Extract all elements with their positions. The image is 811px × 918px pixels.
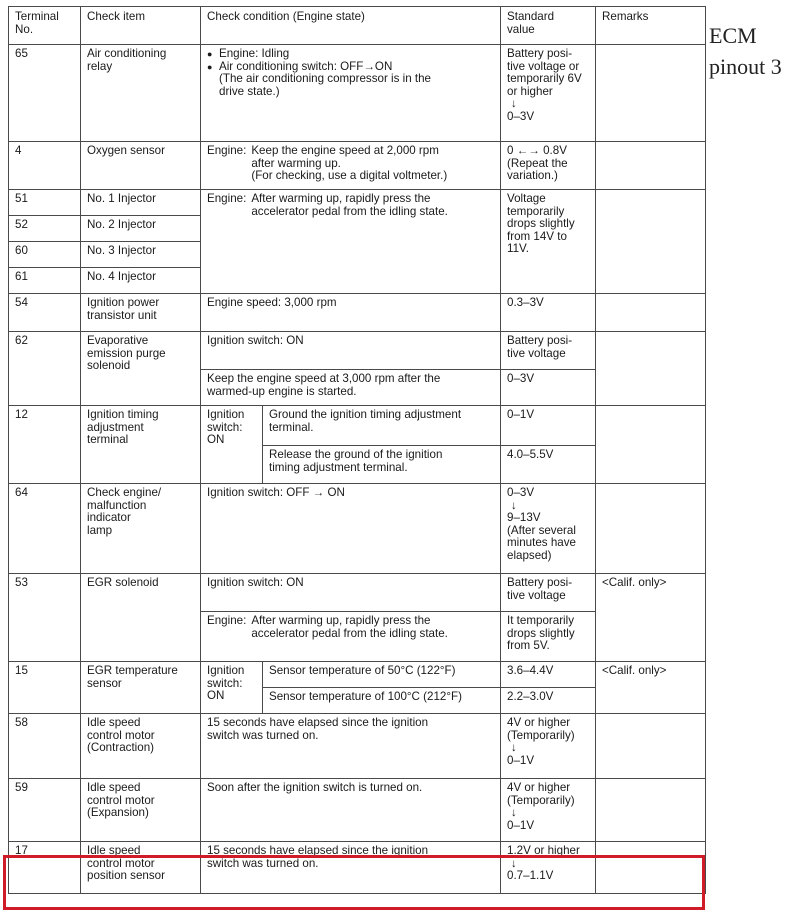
- terminal-cell: 51: [9, 190, 81, 216]
- standard-value-cell: 4V or higher (Temporarily) ↓ 0–1V: [501, 714, 596, 779]
- check-item-cell: Check engine/ malfunction indicator lamp: [81, 484, 201, 574]
- condition-cell: Keep the engine speed at 3,000 rpm after the warmed-up engine is started.: [201, 370, 501, 406]
- standard-value-cell: 0–3V ↓ 9–13V (After several minutes have elapsed): [501, 484, 596, 574]
- check-item-cell: Oxygen sensor: [81, 142, 201, 190]
- condition-cell: Engine: After warming up, rapidly press the accelerator pedal from the idling state.: [201, 612, 501, 662]
- table-row: [9, 45, 706, 142]
- bullet-item: ● Air conditioning switch: OFF→ON: [207, 61, 494, 74]
- check-item-cell: No. 4 Injector: [81, 268, 201, 294]
- standard-value-cell: 0 ←→ 0.8V (Repeat the variation.): [501, 142, 596, 190]
- standard-value-cell: 0.3–3V: [501, 294, 596, 332]
- switch-state-cell: Ignition switch: ON: [201, 662, 263, 714]
- remarks-cell: [596, 45, 706, 142]
- check-item-cell: Idle speed control motor position sensor: [81, 842, 201, 894]
- check-item-cell: EGR solenoid: [81, 574, 201, 662]
- terminal-cell: 17: [9, 842, 81, 894]
- check-item-cell: Air conditioning relay: [81, 45, 201, 142]
- down-arrow-icon: ↓: [511, 498, 517, 512]
- condition-cell: Sensor temperature of 50°C (122°F): [263, 662, 501, 688]
- header-check-condition: Check condition (Engine state): [201, 7, 501, 45]
- terminal-cell: 60: [9, 242, 81, 268]
- condition-cell: Ground the ignition timing adjustment terminal.: [263, 406, 501, 446]
- page-title-line: ECM: [709, 23, 757, 48]
- ecm-pinout-table: [8, 6, 706, 894]
- header-check-item: Check item: [81, 7, 201, 45]
- bullet-item: ● Engine: Idling: [207, 48, 494, 61]
- standard-value-cell: Battery posi- tive voltage or temporarily 6V or higher ↓ 0–3V: [501, 45, 596, 142]
- terminal-cell: 54: [9, 294, 81, 332]
- condition-cell: ● Engine: Idling ● Air conditioning switch: OFF→ON (The air conditioning compressor is in the drive state.): [201, 45, 501, 142]
- header-remarks: Remarks: [596, 7, 706, 45]
- table-row: [9, 190, 706, 216]
- standard-value-cell: 2.2–3.0V: [501, 688, 596, 714]
- check-item-cell: No. 1 Injector: [81, 190, 201, 216]
- table-row: [9, 484, 706, 574]
- down-arrow-icon: ↓: [511, 741, 517, 755]
- header-terminal: Terminal No.: [9, 7, 81, 45]
- check-item-cell: No. 2 Injector: [81, 216, 201, 242]
- table-row: [9, 574, 706, 612]
- down-arrow-icon: ↓: [511, 97, 517, 111]
- check-item-cell: Idle speed control motor (Contraction): [81, 714, 201, 779]
- remarks-cell: [596, 484, 706, 574]
- standard-value-cell: Battery posi- tive voltage: [501, 332, 596, 370]
- terminal-cell: 64: [9, 484, 81, 574]
- check-item-cell: No. 3 Injector: [81, 242, 201, 268]
- standard-value-cell: 0–3V: [501, 370, 596, 406]
- table-row: [9, 842, 706, 894]
- remarks-cell: [596, 142, 706, 190]
- terminal-cell: 59: [9, 779, 81, 842]
- table-row: [9, 142, 706, 190]
- standard-value-cell: 1.2V or higher ↓ 0.7–1.1V: [501, 842, 596, 894]
- remarks-cell: [596, 842, 706, 894]
- terminal-cell: 12: [9, 406, 81, 484]
- condition-cell: 15 seconds have elapsed since the ignition switch was turned on.: [201, 714, 501, 779]
- terminal-cell: 15: [9, 662, 81, 714]
- standard-value-cell: 3.6–4.4V: [501, 662, 596, 688]
- condition-cell: Sensor temperature of 100°C (212°F): [263, 688, 501, 714]
- standard-value-cell: It temporarily drops slightly from 5V.: [501, 612, 596, 662]
- table-row: [9, 332, 706, 370]
- remarks-cell: [596, 332, 706, 406]
- terminal-cell: 52: [9, 216, 81, 242]
- table-row: [9, 406, 706, 446]
- condition-cell: Engine: Keep the engine speed at 2,000 rpm after warming up. (For checking, use a digital voltmeter.): [201, 142, 501, 190]
- condition-cell: 15 seconds have elapsed since the ignition switch was turned on.: [201, 842, 501, 894]
- header-standard-value: Standard value: [501, 7, 596, 45]
- page-title-line: pinout 3: [709, 54, 782, 79]
- terminal-cell: 58: [9, 714, 81, 779]
- check-item-cell: Ignition power transistor unit: [81, 294, 201, 332]
- condition-cell: Release the ground of the ignition timing adjustment terminal.: [263, 446, 501, 484]
- page-title: [709, 20, 809, 82]
- header-row: [9, 7, 706, 45]
- condition-cell: Engine speed: 3,000 rpm: [201, 294, 501, 332]
- check-item-cell: Ignition timing adjustment terminal: [81, 406, 201, 484]
- standard-value-cell: 4.0–5.5V: [501, 446, 596, 484]
- switch-state-cell: Ignition switch: ON: [201, 406, 263, 484]
- terminal-cell: 4: [9, 142, 81, 190]
- remarks-cell: [596, 406, 706, 484]
- condition-cell: Engine: After warming up, rapidly press the accelerator pedal from the idling state.: [201, 190, 501, 294]
- terminal-cell: 53: [9, 574, 81, 662]
- terminal-cell: 65: [9, 45, 81, 142]
- remarks-cell: <Calif. only>: [596, 662, 706, 714]
- table-row: [9, 714, 706, 779]
- standard-value-cell: 4V or higher (Temporarily) ↓ 0–1V: [501, 779, 596, 842]
- table-row: [9, 779, 706, 842]
- down-arrow-icon: ↓: [511, 856, 517, 870]
- terminal-cell: 61: [9, 268, 81, 294]
- condition-cell: Ignition switch: ON: [201, 332, 501, 370]
- remarks-cell: [596, 714, 706, 779]
- standard-value-cell: Battery posi- tive voltage: [501, 574, 596, 612]
- check-item-cell: EGR temperature sensor: [81, 662, 201, 714]
- standard-value-cell: Voltage temporarily drops slightly from 14V to 11V.: [501, 190, 596, 294]
- down-arrow-icon: ↓: [511, 806, 517, 820]
- remarks-cell: [596, 779, 706, 842]
- remarks-cell: [596, 190, 706, 294]
- condition-cell: Ignition switch: OFF → ON: [201, 484, 501, 574]
- condition-cell: Soon after the ignition switch is turned on.: [201, 779, 501, 842]
- check-item-cell: Idle speed control motor (Expansion): [81, 779, 201, 842]
- table-row: [9, 662, 706, 688]
- check-item-cell: Evaporative emission purge solenoid: [81, 332, 201, 406]
- standard-value-cell: 0–1V: [501, 406, 596, 446]
- table-row: [9, 294, 706, 332]
- condition-cell: Ignition switch: ON: [201, 574, 501, 612]
- remarks-cell: <Calif. only>: [596, 574, 706, 662]
- remarks-cell: [596, 294, 706, 332]
- terminal-cell: 62: [9, 332, 81, 406]
